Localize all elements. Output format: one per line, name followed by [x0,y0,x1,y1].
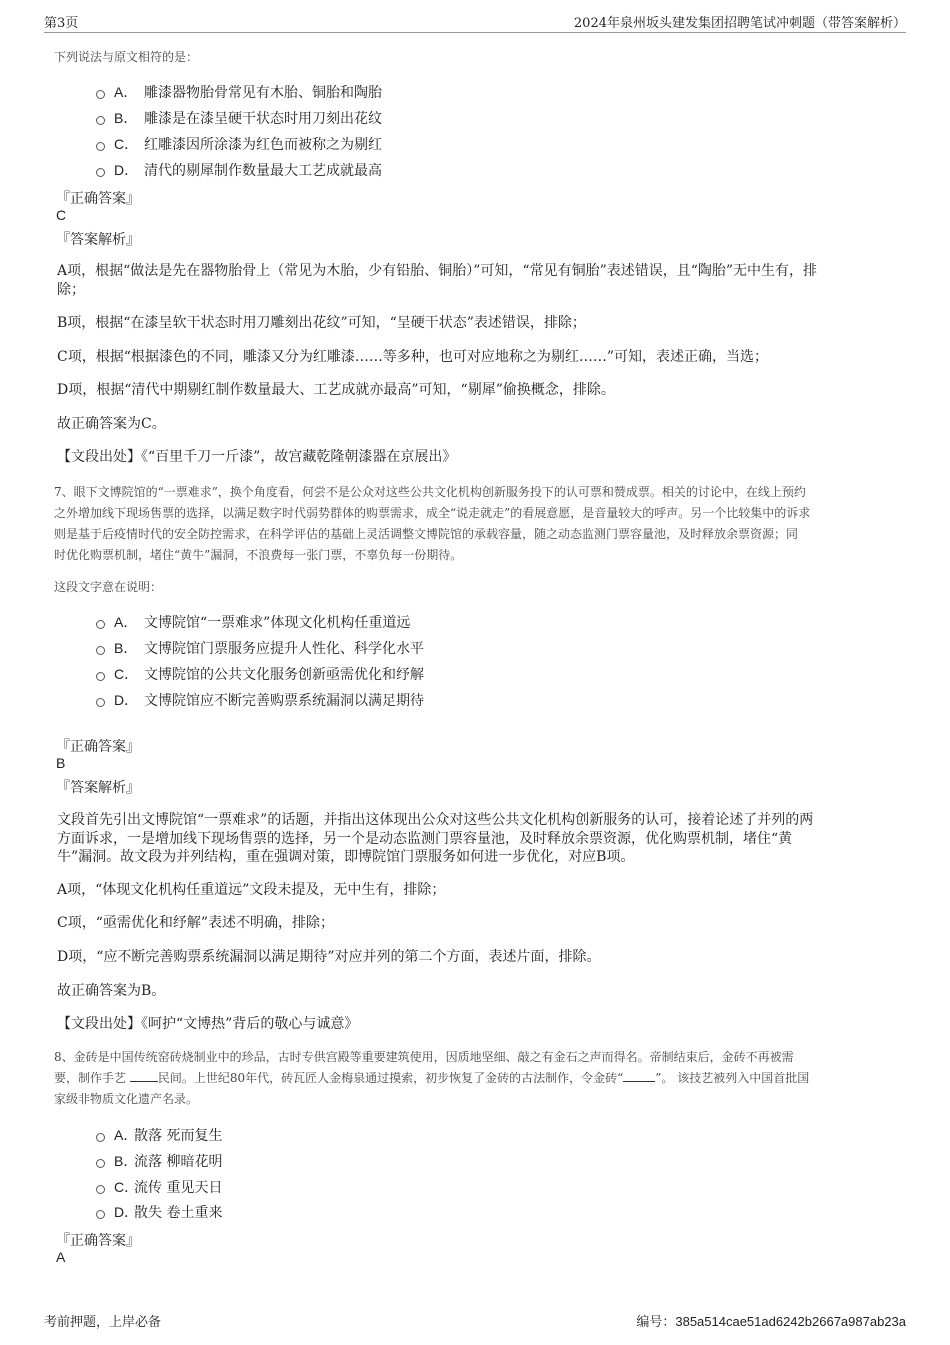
q8-passage-line2: 要，制作手艺 民间。上世纪80年代，砖瓦匠人金梅泉通过摸索，初步恢复了金砖的古法制作，令金砖“ ”。 该技艺被列入中国首批国 [54,1071,810,1085]
fill-blank-1 [130,1069,158,1082]
q6-answer-label: 『正确答案』 [56,191,140,207]
q6-source: 【文段出处】《“百里千刀一斤漆”，故宫藏乾隆朝漆器在京展出》 [57,449,457,465]
radio-button-icon[interactable] [96,646,105,655]
q8-passage-line3: 家级非物质文化遗产名录。 [54,1092,199,1106]
q6-analysis-c: C项，根据“根据漆色的不同，雕漆又分为红雕漆……等多种，也可对应地称之为剔红……”可知，表述正确，当选； [57,349,769,365]
q6-analysis-label: 『答案解析』 [56,232,140,248]
q7-analysis-a: A项，“体现文化机构任重道远”文段未提及，无中生有，排除； [57,882,446,898]
radio-button-icon[interactable] [96,168,105,177]
q7-option-a[interactable]: A． 文博院馆“一票难求”体现文化机构任重道远 [96,612,410,632]
radio-button-icon[interactable] [96,90,105,99]
q6-option-b[interactable]: B． 雕漆是在漆呈硬干状态时用刀刻出花纹 [96,108,382,128]
q6-option-d[interactable]: D． 清代的剔犀制作数量最大工艺成就最高 [96,160,382,180]
page-header [44,12,906,33]
q7-analysis-line3: 牛”漏洞。故文段为并列结构，重在强调对策，即博院馆门票服务如何进一步优化，对应B项。 [57,849,635,865]
footer-slogan: 考前押题，上岸必备 [44,1315,162,1330]
q7-passage-line2: 之外增加线下现场售票的选择，以满足数字时代弱势群体的购票需求，成全“说走就走”的看展意愿，是音量较大的呼声。另一个比较集中的诉求 [54,506,811,520]
q6-answer: C [56,207,67,223]
q8-passage-line1: 8、金砖是中国传统窑砖烧制业中的珍品，古时专供宫殿等重要建筑使用，因质地坚细、敲之有金石之声而得名。帝制结束后，金砖不再被需 [54,1050,794,1064]
q7-option-b[interactable]: B． 文博院馆门票服务应提升人性化、科学化水平 [96,638,424,658]
q7-analysis-line1: 文段首先引出文博院馆“一票难求”的话题，并指出这体现出公众对这些公共文化机构创新服务的认可，接着论述了并列的两 [57,812,814,828]
q7-answer-label: 『正确答案』 [56,739,140,755]
q6-analysis-a-line1: A项，根据“做法是先在器物胎骨上（常见为木胎，少有铅胎、铜胎）”可知，“常见有铜胎”表述错误，且“陶胎”无中生有，排 [57,263,818,279]
q7-option-d[interactable]: D． 文博院馆应不断完善购票系统漏洞以满足期待 [96,690,424,710]
radio-button-icon[interactable] [96,116,105,125]
q7-prompt: 这段文字意在说明： [54,580,163,594]
q6-analysis-d: D项，根据“清代中期剔红制作数量最大、工艺成就亦最高”可知，“剔犀”偷换概念，排除。 [57,382,615,398]
document-title: 2024年泉州坂头建发集团招聘笔试冲刺题（带答案解析） [573,16,906,31]
q8-answer-label: 『正确答案』 [56,1233,140,1249]
radio-button-icon[interactable] [96,698,105,707]
radio-button-icon[interactable] [96,672,105,681]
page-footer [44,1311,906,1330]
q6-analysis-b: B项，根据“在漆呈软干状态时用刀雕刻出花纹”可知，“呈硬干状态”表述错误，排除； [57,315,586,331]
radio-button-icon[interactable] [96,1133,105,1142]
radio-button-icon[interactable] [96,1159,105,1168]
q6-option-c[interactable]: C． 红雕漆因所涂漆为红色而被称之为剔红 [96,134,382,154]
q7-option-c[interactable]: C． 文博院馆的公共文化服务创新亟需优化和纾解 [96,664,424,684]
q7-conclusion: 故正确答案为B。 [57,983,166,999]
q7-passage-line4: 时优化购票机制，堵住“黄牛”漏洞，不浪费每一张门票，不辜负每一份期待。 [54,548,463,562]
q7-source: 【文段出处】《呵护“文博热”背后的敬心与诚意》 [57,1016,359,1032]
q6-analysis-a-line2: 除； [57,282,85,298]
q7-analysis-d: D项，“应不断完善购票系统漏洞以满足期待”对应并列的第二个方面，表述片面，排除。 [57,949,601,965]
radio-button-icon[interactable] [96,1210,105,1219]
q7-analysis-c: C项，“亟需优化和纾解”表述不明确，排除； [57,915,335,931]
page-number: 第3页 [44,16,79,31]
q8-option-d[interactable]: D． 散失 卷土重来 [96,1202,222,1222]
radio-button-icon[interactable] [96,1185,105,1194]
q8-option-b[interactable]: B． 流落 柳暗花明 [96,1151,222,1171]
q6-option-a[interactable]: A． 雕漆器物胎骨常见有木胎、铜胎和陶胎 [96,82,382,102]
q6-conclusion: 故正确答案为C。 [57,416,166,432]
radio-button-icon[interactable] [96,142,105,151]
q7-answer: B [56,755,66,771]
radio-button-icon[interactable] [96,620,105,629]
fill-blank-2 [623,1069,655,1082]
q7-passage-line1: 7、眼下文博院馆的“一票难求”，换个角度看，何尝不是公众对这些公共文化机构创新服务投下的认可票和赞成票。相关的讨论中，在线上预约 [54,485,806,499]
document-id: 编号：385a514cae51ad6242b2667a987ab23a [636,1314,906,1330]
q8-option-c[interactable]: C． 流传 重见天日 [96,1177,222,1197]
q7-passage-line3: 则是基于后疫情时代的安全防控需求，在科学评估的基础上灵活调整文博院馆的承载容量，随之动态监测门票容量池，及时释放余票资源；同 [54,527,799,541]
q8-option-a[interactable]: A． 散落 死而复生 [96,1125,222,1145]
q7-analysis-line2: 方面诉求，一是增加线下现场售票的选择，另一个是动态监测门票容量池，及时释放余票资源，优化购票机制，堵住“黄 [57,831,793,847]
q6-prompt: 下列说法与原文相符的是： [54,50,199,64]
q7-analysis-label: 『答案解析』 [56,780,140,796]
q8-answer: A [56,1249,66,1265]
